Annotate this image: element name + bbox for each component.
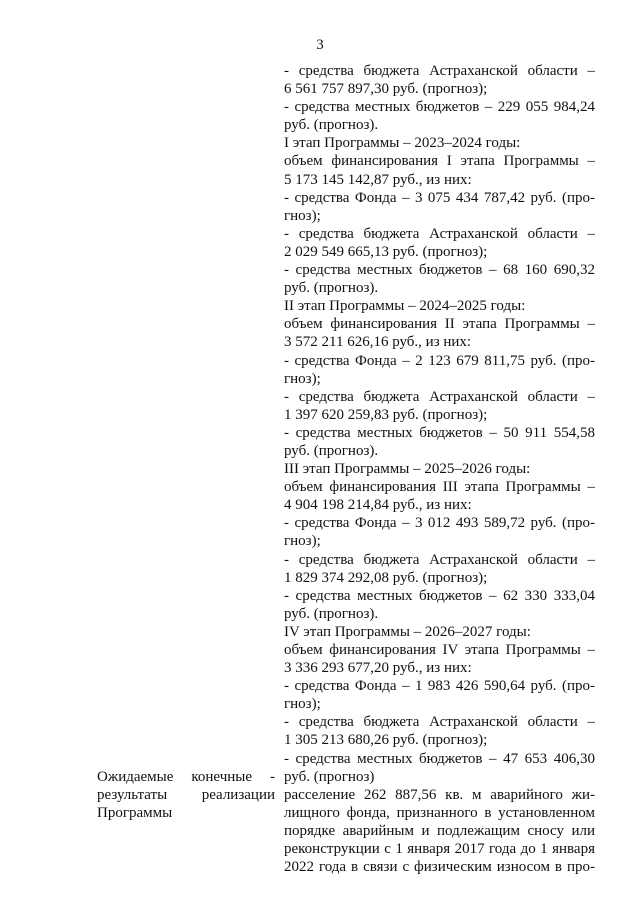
text-line: 1 305 213 680,26 руб. (прогноз);: [284, 732, 488, 749]
text-line: объем финансирования III этапа Программы –: [284, 479, 595, 496]
label-line: Ожидаемые конечные -: [97, 769, 275, 785]
expected-results-line: расселение 262 887,56 кв. м аварийного жи-: [284, 786, 595, 803]
text-line: 6 561 757 897,30 руб. (прогноз);: [284, 81, 488, 98]
text-line: - средства Фонда – 3 075 434 787,42 руб. (про-: [284, 189, 595, 206]
text-line: 1 397 620 259,83 руб. (прогноз);: [284, 406, 488, 423]
text-line: - средства местных бюджетов – 68 160 690,32: [284, 262, 595, 279]
text-line: - средства местных бюджетов – 62 330 333,04: [284, 587, 595, 604]
text-line: гноз);: [284, 370, 321, 387]
text-line: 2 029 549 665,13 руб. (прогноз);: [284, 243, 488, 260]
text-line: - средства бюджета Астраханской области –: [284, 551, 595, 568]
program-funding-column: [284, 62, 595, 876]
expected-results-line: лищного фонда, признанного в установленном: [284, 804, 595, 821]
expected-results-line: 2022 года в связи с физическим износом в про-: [284, 859, 595, 876]
text-line: гноз);: [284, 207, 321, 224]
stage-heading: II этап Программы – 2024–2025 годы:: [284, 298, 526, 315]
text-line: объем финансирования IV этапа Программы –: [284, 642, 595, 658]
label-line: результаты реализации: [97, 787, 275, 804]
text-line: - средства бюджета Астраханской области –: [284, 63, 595, 79]
text-line: руб. (прогноз).: [284, 605, 379, 622]
text-line: объем финансирования I этапа Программы –: [284, 153, 595, 170]
stage-heading: I этап Программы – 2023–2024 годы:: [284, 135, 521, 152]
text-line: 1 829 374 292,08 руб. (прогноз);: [284, 569, 488, 586]
text-line: - средства местных бюджетов – 50 911 554,58: [284, 424, 595, 441]
stage-heading: IV этап Программы – 2026–2027 годы:: [284, 623, 531, 640]
text-line: руб. (прогноз).: [284, 442, 379, 459]
text-line: - средства Фонда – 3 012 493 589,72 руб. (про-: [284, 515, 595, 532]
text-line: - средства местных бюджетов – 47 653 406,30: [284, 750, 595, 767]
text-line: руб. (прогноз).: [284, 117, 379, 134]
label-line: Программы: [97, 805, 173, 822]
expected-results-line: реконструкции с 1 января 2017 года до 1 января: [284, 841, 595, 858]
text-line: - средства бюджета Астраханской области –: [284, 388, 595, 405]
stage-heading: III этап Программы – 2025–2026 годы:: [284, 461, 531, 478]
text-line: - средства местных бюджетов – 229 055 984,24: [284, 99, 595, 116]
text-line: - средства Фонда – 2 123 679 811,75 руб. (про-: [284, 352, 595, 369]
text-line: объем финансирования II этапа Программы –: [284, 316, 595, 333]
text-line: - средства Фонда – 1 983 426 590,64 руб. (про-: [284, 678, 595, 695]
text-line: руб. (прогноз).: [284, 280, 379, 297]
text-line: гноз);: [284, 696, 321, 713]
text-line: 4 904 198 214,84 руб., из них:: [284, 497, 472, 514]
text-line: - средства бюджета Астраханской области –: [284, 714, 595, 731]
text-line: 5 173 145 142,87 руб., из них:: [284, 171, 472, 188]
text-line: гноз);: [284, 533, 321, 550]
text-line: руб. (прогноз): [284, 768, 375, 785]
expected-results-label: [97, 768, 275, 822]
page-number: 3: [316, 37, 324, 53]
expected-results-line: порядке аварийным и подлежащим сносу или: [284, 822, 595, 839]
text-line: - средства бюджета Астраханской области –: [284, 225, 595, 242]
text-line: 3 336 293 677,20 руб., из них:: [284, 660, 472, 677]
text-line: 3 572 211 626,16 руб., из них:: [284, 334, 472, 351]
